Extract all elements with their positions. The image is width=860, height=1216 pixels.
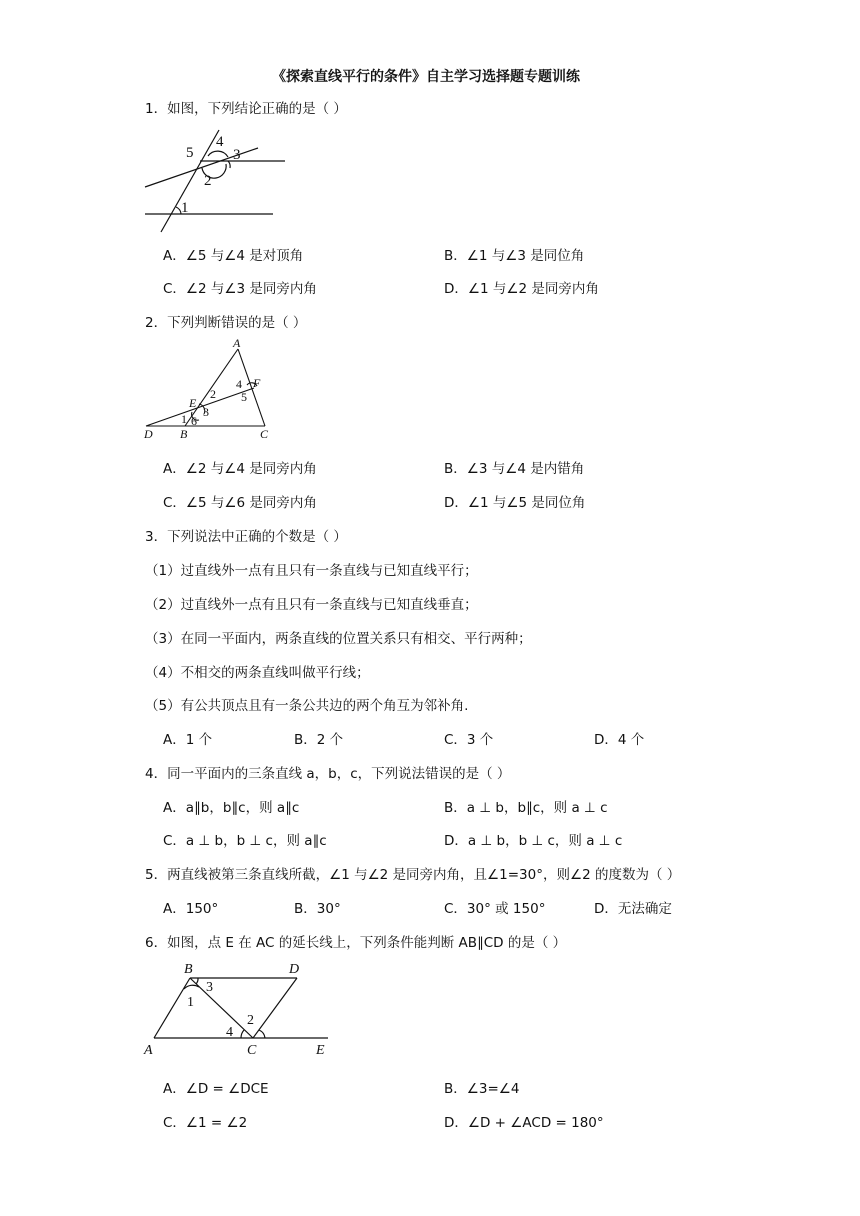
q6-label-b: B <box>184 962 193 977</box>
question-6-stem: 6．如图，点 E 在 AC 的延长线上，下列条件能判断 AB∥CD 的是（ ） <box>145 935 567 951</box>
question-5-option-c: C．30° 或 150° <box>444 901 546 917</box>
q6-label-4: 4 <box>226 1025 233 1040</box>
question-4-option-b: B．a ⊥ b，b∥c，则 a ⊥ c <box>444 800 608 816</box>
question-4-option-d: D．a ⊥ b，b ⊥ c，则 a ⊥ c <box>444 833 623 849</box>
q6-line-cd <box>253 978 297 1038</box>
question-3-option-a: A．1 个 <box>163 732 213 748</box>
question-3-option-d: D．4 个 <box>594 732 645 748</box>
question-2-option-b: B．∠3 与∠4 是内错角 <box>444 461 585 477</box>
q6-label-e: E <box>316 1043 325 1058</box>
q1-arc-3 <box>228 161 230 168</box>
q1-line-upper-transversal <box>145 148 258 187</box>
question-4-option-c: C．a ⊥ b，b ⊥ c，则 a∥c <box>163 833 327 849</box>
q2-line-ac <box>238 349 265 426</box>
q2-label-2: 2 <box>210 387 216 401</box>
question-4-stem: 4．同一平面内的三条直线 a，b，c，下列说法错误的是（ ） <box>145 766 511 782</box>
question-3-item-5: （5）有公共顶点且有一条公共边的两个角互为邻补角. <box>145 698 469 714</box>
q6-label-2: 2 <box>247 1013 254 1028</box>
question-3-item-3: （3）在同一平面内，两条直线的位置关系只有相交、平行两种； <box>145 631 532 647</box>
question-5-stem: 5．两直线被第三条直线所截，∠1 与∠2 是同旁内角，且∠1=30°，则∠2 的度数为（ ） <box>145 867 681 883</box>
q1-label-4: 4 <box>216 134 224 150</box>
q6-arc-2 <box>259 1030 265 1038</box>
question-2-stem: 2．下列判断错误的是（ ） <box>145 315 307 331</box>
question-2-option-d: D．∠1 与∠5 是同位角 <box>444 495 586 511</box>
q2-line-df <box>146 388 254 426</box>
q6-label-d: D <box>289 962 300 977</box>
question-1-stem: 1．如图，下列结论正确的是（ ） <box>145 101 347 117</box>
q1-label-5: 5 <box>186 145 194 161</box>
q2-label-c: C <box>260 427 269 441</box>
question-5-option-d: D．无法确定 <box>594 901 672 917</box>
question-2-figure <box>140 338 280 442</box>
q6-line-bc <box>190 978 253 1038</box>
question-3-stem: 3．下列说法中正确的个数是（ ） <box>145 529 347 545</box>
q2-label-5: 5 <box>241 390 247 404</box>
q6-label-3: 3 <box>206 980 213 995</box>
question-1-figure <box>140 128 290 236</box>
question-3-item-1: （1）过直线外一点有且只有一条直线与已知直线平行； <box>145 563 478 579</box>
q1-label-2: 2 <box>204 173 212 189</box>
q6-label-c: C <box>247 1043 257 1058</box>
q6-arc-4 <box>241 1030 244 1038</box>
q2-label-1: 1 <box>181 412 187 426</box>
question-3-option-c: C．3 个 <box>444 732 494 748</box>
q2-label-b: B <box>180 427 188 441</box>
question-6-option-c: C．∠1 = ∠2 <box>163 1115 248 1131</box>
q2-label-3: 3 <box>203 405 209 419</box>
q2-label-4: 4 <box>236 377 242 391</box>
question-6-figure <box>140 958 340 1060</box>
q1-label-1: 1 <box>181 200 189 216</box>
q2-label-6: 6 <box>191 414 197 428</box>
q1-label-3: 3 <box>233 147 241 163</box>
question-1-option-b: B．∠1 与∠3 是同位角 <box>444 248 585 264</box>
question-6-option-a: A．∠D = ∠DCE <box>163 1081 269 1097</box>
question-5-option-a: A．150° <box>163 901 219 917</box>
question-1-option-c: C．∠2 与∠3 是同旁内角 <box>163 281 317 297</box>
question-2-option-a: A．∠2 与∠4 是同旁内角 <box>163 461 317 477</box>
question-3-item-4: （4）不相交的两条直线叫做平行线； <box>145 665 370 681</box>
q2-label-a: A <box>233 338 241 350</box>
q6-arc-3 <box>196 978 198 984</box>
question-5-option-b: B．30° <box>294 901 341 917</box>
q1-arc-4 <box>208 151 228 157</box>
q6-label-1: 1 <box>187 995 194 1010</box>
q2-label-f: F <box>253 376 261 390</box>
q2-label-e: E <box>189 396 197 410</box>
question-1-option-d: D．∠1 与∠2 是同旁内角 <box>444 281 599 297</box>
question-1-option-a: A．∠5 与∠4 是对顶角 <box>163 248 304 264</box>
page-title: 《探索直线平行的条件》自主学习选择题专题训练 <box>272 69 580 85</box>
question-2-option-c: C．∠5 与∠6 是同旁内角 <box>163 495 317 511</box>
question-3-item-2: （2）过直线外一点有且只有一条直线与已知直线垂直； <box>145 597 478 613</box>
question-4-option-a: A．a∥b，b∥c，则 a∥c <box>163 800 300 816</box>
question-6-option-b: B．∠3=∠4 <box>444 1081 520 1097</box>
q6-line-ab <box>154 978 190 1038</box>
q2-label-d: D <box>144 427 153 441</box>
q6-label-a: A <box>144 1043 153 1058</box>
question-3-option-b: B．2 个 <box>294 732 344 748</box>
question-6-option-d: D．∠D + ∠ACD = 180° <box>444 1115 604 1131</box>
q6-arc-1 <box>184 985 199 989</box>
